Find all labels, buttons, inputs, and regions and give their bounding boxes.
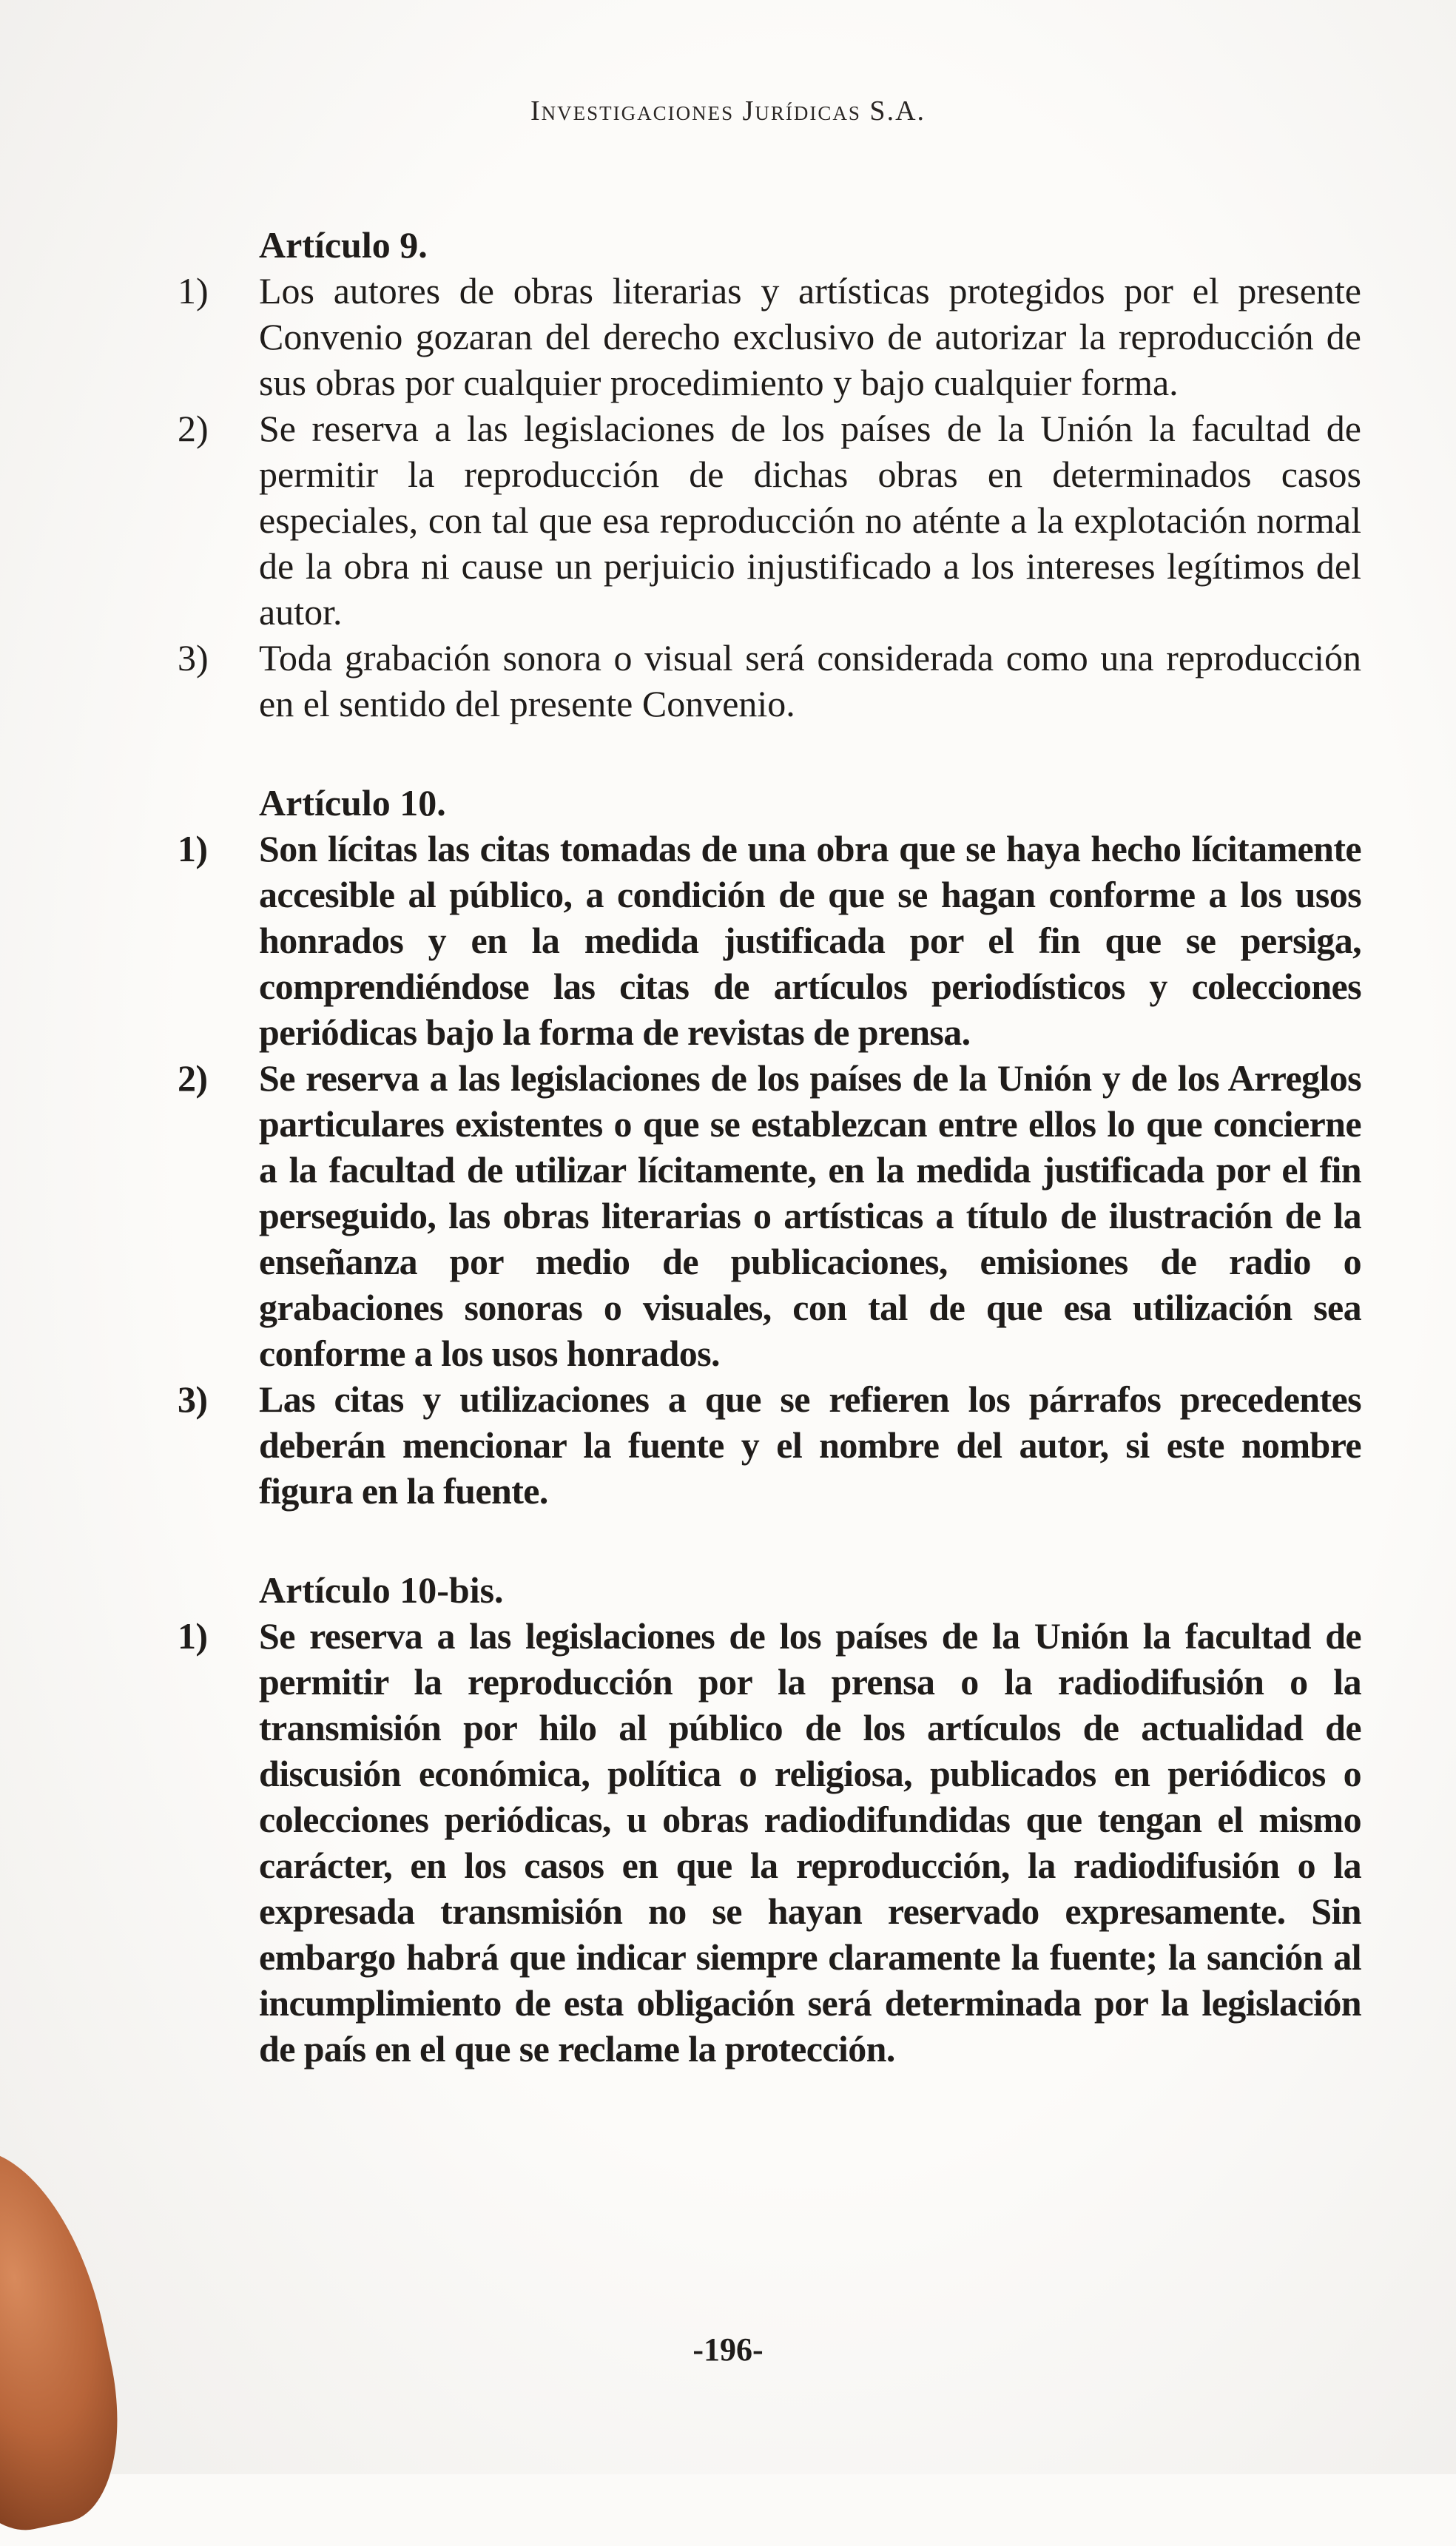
paragraph-text: Toda grabación sonora o visual será considerada como una reproducción en el sentido del presente Convenio. <box>259 637 1361 724</box>
running-header: Investigaciones Jurídicas S.A. <box>530 95 926 127</box>
article-10-bis <box>163 1567 1361 2072</box>
paragraph-number: 1) <box>178 828 208 869</box>
paragraph-text: Los autores de obras literarias y artísticas protegidos por el presente Convenio gozaran del derecho exclusivo de autorizar la reproducción de sus obras por cualquier procedimiento y bajo cualquier forma. <box>259 270 1361 403</box>
paragraph-text: Se reserva a las legislaciones de los países de la Unión la facultad de permitir la reproducción por la prensa o la radiodifusión o la transmisión por hilo al público de los artículos de actualidad de discusión económica, política o religiosa, publicados en periódicos o colecciones periódicas, u obras radiodifundidas que tengan el mismo carácter, en los casos en que la reproducción, la radiodifusión o la expresada transmisión no se hayan reservado expresamente. Sin embargo habrá que indicar siempre claramente la fuente; la sanción al incumplimiento de esta obligación será determinada por la legislación de país en el que se reclame la protección. <box>259 1615 1361 2070</box>
article-title: Artículo 9. <box>259 224 428 266</box>
article-paragraph <box>163 635 1361 727</box>
article-title: Artículo 10-bis. <box>259 1569 504 1611</box>
article-paragraph <box>163 1376 1361 1514</box>
paragraph-text: Se reserva a las legislaciones de los países de la Unión y de los Arreglos particulares existentes o que se establezcan entre ellos lo que concierne a la facultad de utilizar lícitamente, en la medida justificada por el fin perseguido, las obras literarias o artísticas a título de ilustración de la enseñanza por medio de publicaciones, emisiones de radio o grabaciones sonoras o visuales, con tal de que esa utilización sea conforme a los usos honrados. <box>259 1057 1361 1374</box>
article-10 <box>163 780 1361 1514</box>
article-paragraph <box>163 826 1361 1055</box>
paragraph-number: 1) <box>178 1615 208 1657</box>
page-number: -196- <box>692 2331 764 2368</box>
paragraph-number: 2) <box>178 408 209 449</box>
article-title: Artículo 10. <box>259 782 446 824</box>
article-paragraph <box>163 268 1361 405</box>
paragraph-number: 3) <box>178 1378 208 1420</box>
article-paragraph <box>163 405 1361 635</box>
article-paragraph <box>163 1613 1361 2072</box>
paragraph-text: Son lícitas las citas tomadas de una obra que se haya hecho lícitamente accesible al público, a condición de que se hagan conforme a los usos honrados y en la medida justificada por el fin que se persiga, comprendiéndose las citas de artículos periodísticos y colecciones periódicas bajo la forma de revistas de prensa. <box>259 828 1361 1053</box>
paragraph-text: Se reserva a las legislaciones de los países de la Unión la facultad de permitir la reproducción de dichas obras en determinados casos especiales, con tal que esa reproducción no aténte a la explotación normal de la obra ni cause un perjuicio injustificado a los intereses legítimos del autor. <box>259 408 1361 633</box>
paragraph-number: 2) <box>178 1057 208 1099</box>
paragraph-number: 3) <box>178 637 209 678</box>
paragraph-text: Las citas y utilizaciones a que se refieren los párrafos precedentes deberán mencionar la fuente y el nombre del autor, si este nombre figura en la fuente. <box>259 1378 1361 1512</box>
paragraph-number: 1) <box>178 270 209 311</box>
article-paragraph <box>163 1055 1361 1376</box>
article-9 <box>163 222 1361 727</box>
page-body <box>163 222 1361 2125</box>
